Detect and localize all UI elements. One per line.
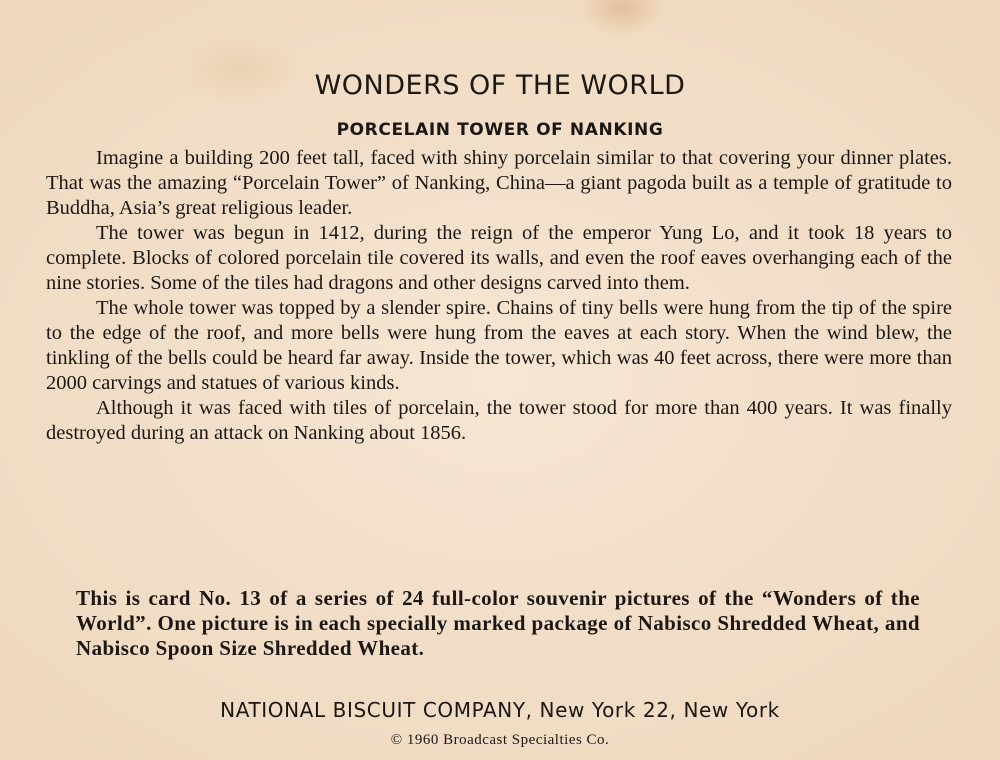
series-note: This is card No. 13 of a series of 24 full-color souvenir pictures of the “Wonders of the World”. One picture is in each specially marked package of Nabisco Shredded Wheat, and Nabisco Spoon Size Shredded Wheat. (76, 586, 920, 660)
card-title: WONDERS OF THE WORLD (314, 70, 686, 101)
copyright-line: © 1960 Broadcast Specialties Co. (390, 732, 610, 748)
paragraph-4: Although it was faced with tiles of porcelain, the tower stood for more than 400 years. It was finally destroyed during an attack on Nanking about 1856. (46, 397, 952, 444)
card-subtitle: PORCELAIN TOWER OF NANKING (336, 120, 664, 140)
paragraph-2: The tower was begun in 1412, during the reign of the emperor Yung Lo, and it took 18 years to complete. Blocks of colored porcelain tile covered its walls, and even the roof eaves overhanging each of the nine stories. Some of the tiles had dragons and other designs carved into them. (46, 222, 952, 294)
company-line: NATIONAL BISCUIT COMPANY, New York 22, New York (220, 698, 780, 722)
paragraph-3: The whole tower was topped by a slender spire. Chains of tiny bells were hung from the tip of the spire to the edge of the roof, and more bells were hung from the eaves at each story. When the wind blew, the tinkling of the bells could be heard far away. Inside the tower, which was 40 feet across, there were more than 2000 carvings and statues of various kinds. (46, 297, 952, 394)
description-body (46, 146, 952, 446)
paragraph-1: Imagine a building 200 feet tall, faced with shiny porcelain similar to that covering your dinner plates. That was the amazing “Porcelain Tower” of Nanking, China—a giant pagoda built as a temple of gratitude to Buddha, Asia’s great religious leader. (46, 147, 952, 219)
